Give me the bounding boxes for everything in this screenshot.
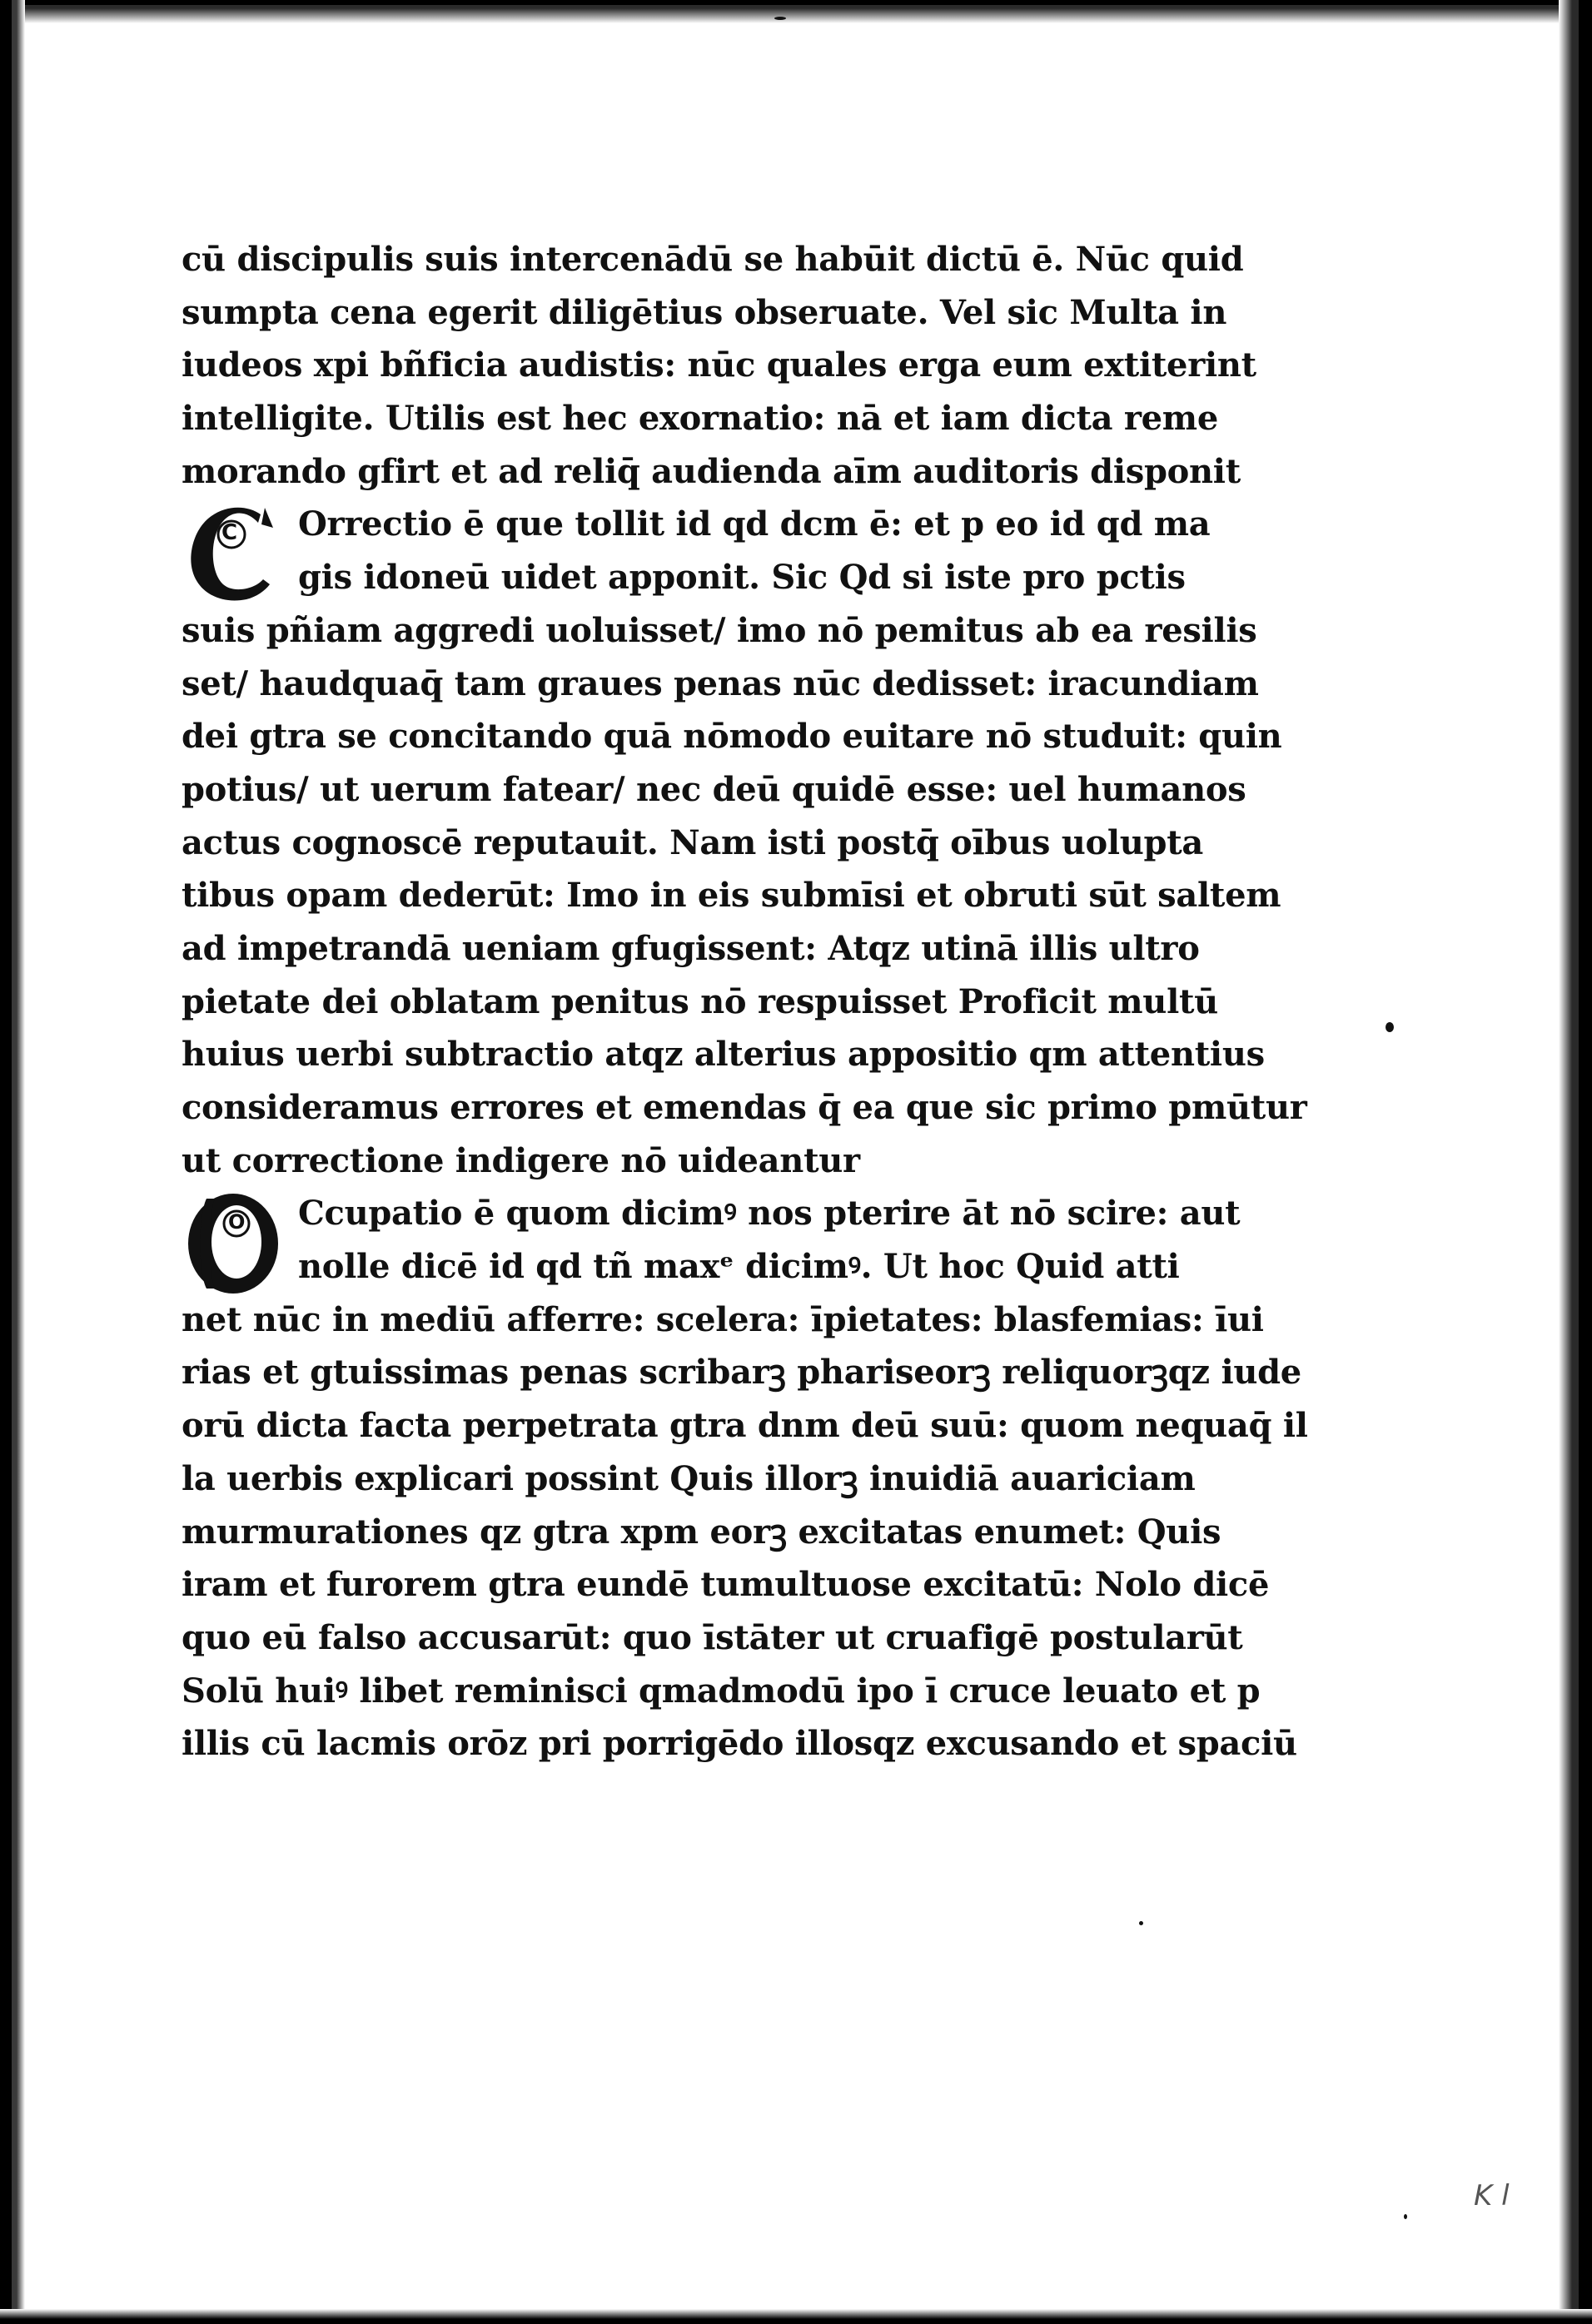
text-line: orū dicta facta perpetrata gtra dnm deū suū: quom nequaq̄ il — [182, 1406, 1308, 1446]
ink-speck — [1404, 2214, 1407, 2219]
scan-edge-left — [0, 0, 25, 2324]
text-line: dei gtra se concitando quā nōmodo euitare nō studuit: quin — [182, 717, 1282, 757]
initial-guide-letter: O — [228, 1210, 246, 1234]
drop-initial-c — [182, 499, 286, 606]
text-line: quo eū falso accusarūt: quo īstāter ut cruafigē postularūt — [182, 1617, 1243, 1657]
text-line: la uerbis explicari possint Quis illorꝫ inuidiā auariciam — [182, 1458, 1196, 1498]
text-line: ad impetrandā ueniam gfugissent: Atqz utinā illis ultro — [182, 928, 1200, 968]
scan-edge-top — [0, 0, 1592, 23]
text-line: suis pñiam aggredi uoluisset/ imo nō pemitus ab ea resilis — [182, 610, 1257, 650]
text-line: pietate dei oblatam penitus nō respuisset Proficit multū — [182, 981, 1218, 1021]
folio-mark: K l — [1474, 2179, 1510, 2212]
text-line: sumpta cena egerit diligētius obseruate. Vel sic Multa in — [182, 292, 1227, 332]
text-line: ut correctione indigere nō uideantur — [182, 1140, 860, 1180]
ink-speck — [1386, 1022, 1394, 1032]
text-line: Solū huiꝰ libet reminisci qmadmodū ipo ī cruce leuato et p — [182, 1671, 1261, 1711]
text-line: iudeos xpi bñficia audistis: nūc quales erga eum extiterint — [182, 345, 1256, 385]
text-line: Ccupatio ē quom dicimꝰ nos pterire āt nō scire: aut — [298, 1194, 1241, 1234]
paragraph — [182, 233, 1256, 498]
text-line: net nūc in mediū afferre: scelera: īpietates: blasfemias: īui — [182, 1299, 1264, 1339]
text-line: potius/ ut uerum fatear/ nec deū quidē esse: uel humanos — [182, 769, 1246, 809]
text-line: iram et furorem gtra eundē tumultuose excitatū: Nolo dicē — [182, 1565, 1270, 1605]
scan-edge-right — [1559, 0, 1592, 2324]
text-line: huius uerbi subtractio atqz alterius appositio qm attentius — [182, 1035, 1265, 1075]
text-line: actus cognoscē reputauit. Nam isti postq̄ oībus uolupta — [182, 822, 1204, 862]
text-line: Orrectio ē que tollit id qd dcm ē: et p eo id qd ma — [298, 504, 1211, 544]
text-column — [182, 233, 1308, 1770]
text-line: cū discipulis suis intercenādū se habūit dictū ē. Nūc quid — [182, 240, 1244, 279]
text-line: murmurationes qz gtra xpm eorꝫ excitatas enumet: Quis — [182, 1512, 1221, 1552]
drop-initial-o — [182, 1190, 286, 1297]
text-line: tibus opam dederūt: Imo in eis submīsi et obruti sūt saltem — [182, 876, 1281, 916]
text-line: illis cū lacmis orōz pri porrigēdo illosqz excusando et spaciū — [182, 1724, 1297, 1764]
ink-speck — [1139, 1921, 1143, 1925]
scan-edge-bottom — [0, 2309, 1592, 2324]
text-line: morando gfirt et ad reliq̄ audienda aīm auditoris disponit — [182, 451, 1241, 491]
text-line: rias et gtuissimas penas scribarꝫ phariseorꝫ reliquorꝫqz iude — [182, 1353, 1301, 1393]
ink-speck — [774, 17, 786, 20]
text-line: consideramus errores et emendas q̄ ea que sic primo pmūtur — [182, 1088, 1307, 1127]
text-line: intelligite. Utilis est hec exornatio: nā et iam dicta reme — [182, 399, 1218, 439]
initial-guide-letter: C — [221, 520, 237, 546]
text-line: gis idoneū uidet apponit. Sic Qd si iste pro pctis — [298, 558, 1186, 598]
paragraph — [182, 498, 1307, 1187]
text-line: set/ haudquaq̄ tam graues penas nūc dedisset: iracundiam — [182, 663, 1259, 703]
text-line: nolle dicē id qd tñ maxᵉ dicimꝰ. Ut hoc Quid atti — [298, 1247, 1180, 1287]
paragraph — [182, 1187, 1308, 1770]
